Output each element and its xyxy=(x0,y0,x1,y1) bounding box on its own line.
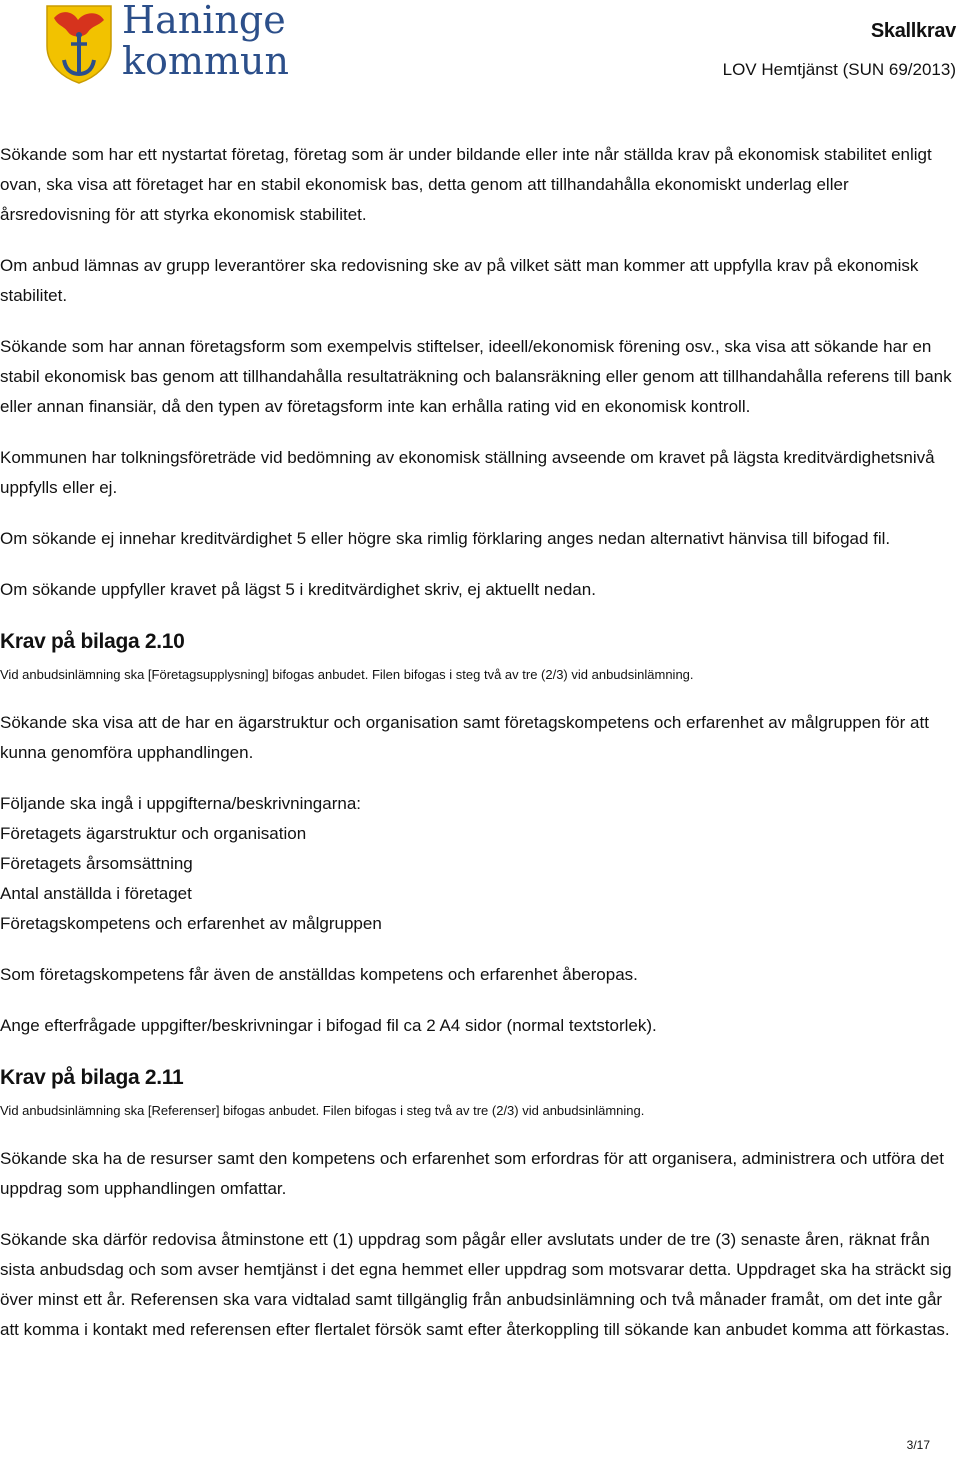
list-intro: Följande ska ingå i uppgifterna/beskrivningarna: xyxy=(0,794,362,813)
paragraph-interpretation: Kommunen har tolkningsföreträde vid bedömning av ekonomisk ställning avseende om kravet på lägsta kreditvärdighetsnivå uppfylls eller ej. xyxy=(0,448,935,497)
document-reference: LOV Hemtjänst (SUN 69/2013) xyxy=(722,60,956,79)
list-item: Antal anställda i företaget xyxy=(0,884,192,903)
list-item: Företagets ägarstruktur och organisation xyxy=(0,824,307,843)
heading-attachment-2-11: Krav på bilaga 2.11 xyxy=(0,1066,184,1089)
required-info-list xyxy=(0,789,958,939)
paragraph-other-company-form: Sökande som har annan företagsform som exempelvis stiftelser, ideell/ekonomisk förening osv., ska visa att sökande har en stabil ekonomisk bas genom att tillhandahålla resultaträkning och balansräkning eller genom att tillhandahålla referens till bank eller annan finansiär, då den typen av företagsform inte kan erhålla rating vid en ekonomisk kontroll. xyxy=(0,337,952,416)
logo-line-2: kommun xyxy=(122,39,289,83)
logo-line-1: Haninge xyxy=(122,0,286,42)
list-item: Företagets årsomsättning xyxy=(0,854,193,873)
logo-wordmark xyxy=(122,0,289,82)
document-type: Skallkrav xyxy=(870,20,956,42)
document-body xyxy=(0,140,958,1366)
haninge-logo xyxy=(44,0,294,84)
coat-of-arms-icon xyxy=(44,4,114,84)
paragraph-attachment-size: Ange efterfrågade uppgifter/beskrivningar i bifogad fil ca 2 A4 sidor (normal textstorlek). xyxy=(0,1016,657,1035)
paragraph-reference: Sökande ska därför redovisa åtminstone ett (1) uppdrag som pågår eller avslutats under de tre (3) senaste åren, räknat från sista anbudsdag och som avser hemtjänst i det egna hemmet eller uppdrag som motsvarar detta. Uppdraget ska ha sträckt sig över minst ett år. Referensen ska vara vidtalad samt tillgänglig från anbudsinlämning och två månader framåt, om det inte går att komma i kontakt med referensen efter flertalet försök samt efter återkoppling till sökande kan anbudet komma att förkastas. xyxy=(0,1230,952,1339)
note-attachment-2-11: Vid anbudsinlämning ska [Referenser] bifogas anbudet. Filen bifogas i steg två av tre (2/3) vid anbudsinlämning. xyxy=(0,1103,645,1118)
page-number: 3/17 xyxy=(906,1438,930,1452)
paragraph-credit-rating: Om sökande ej innehar kreditvärdighet 5 eller högre ska rimlig förklaring anges nedan alternativt hänvisa till bifogad fil. xyxy=(0,529,891,548)
paragraph-competence: Som företagskompetens får även de anställdas kompetens och erfarenhet åberopas. xyxy=(0,965,638,984)
paragraph-supplier-group: Om anbud lämnas av grupp leverantörer ska redovisning ske av på vilket sätt man kommer att uppfylla krav på ekonomisk stabilitet. xyxy=(0,256,919,305)
paragraph-not-applicable: Om sökande uppfyller kravet på lägst 5 i kreditvärdighet skriv, ej aktuellt nedan. xyxy=(0,580,596,599)
page-header xyxy=(0,0,960,100)
paragraph-ownership: Sökande ska visa att de har en ägarstruktur och organisation samt företagskompetens och erfarenhet av målgruppen för att kunna genomföra upphandlingen. xyxy=(0,713,929,762)
paragraph-new-company: Sökande som har ett nystartat företag, företag som är under bildande eller inte når ställda krav på ekonomisk stabilitet enligt ovan, ska visa att företaget har en stabil ekonomisk bas, detta genom att tillhandahålla ekonomiskt underlag eller årsredovisning för att styrka ekonomisk stabilitet. xyxy=(0,145,932,224)
heading-attachment-2-10: Krav på bilaga 2.10 xyxy=(0,630,185,653)
list-item: Företagskompetens och erfarenhet av målgruppen xyxy=(0,914,382,933)
note-attachment-2-10: Vid anbudsinlämning ska [Företagsupplysning] bifogas anbudet. Filen bifogas i steg två av tre (2/3) vid anbudsinlämning. xyxy=(0,667,694,682)
paragraph-resources: Sökande ska ha de resurser samt den kompetens och erfarenhet som erfordras för att organisera, administrera och utföra det uppdrag som upphandlingen omfattar. xyxy=(0,1149,944,1198)
